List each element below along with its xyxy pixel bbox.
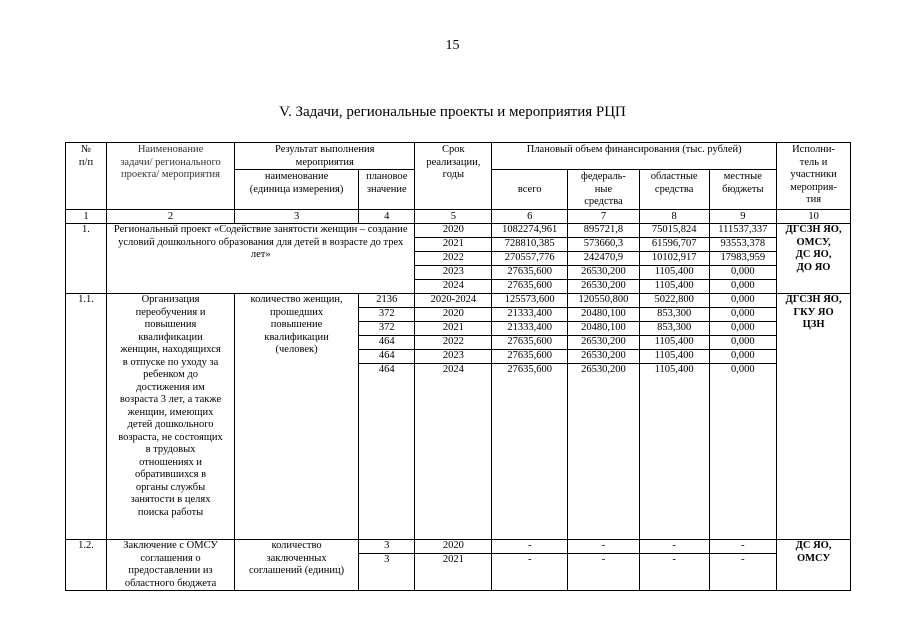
s11-r2-year: 2021 — [415, 322, 492, 336]
s12-r1-total: - — [492, 554, 568, 591]
header-executors — [777, 143, 851, 210]
header-period — [415, 143, 492, 210]
s1-r2-total: 270557,776 — [492, 252, 568, 266]
s11-r5-regional: 1105,400 — [639, 364, 709, 540]
s1-r0-local: 111537,337 — [709, 224, 777, 238]
s1-name: Региональный проект «Содействие занятости женщин – создание условий дошкольного образования для детей в возрасте до трех лет» — [106, 224, 414, 294]
s1-r1-federal: 573660,3 — [568, 238, 640, 252]
s1-r4-local: 0,000 — [709, 280, 777, 294]
s11-r4-value: 464 — [359, 350, 415, 364]
s12-executors: ДС ЯО, ОМСУ — [777, 540, 851, 591]
s1-r3-local: 0,000 — [709, 266, 777, 280]
s11-r3-local: 0,000 — [709, 336, 777, 350]
s11-result-name: количество женщин, прошедших повышение квалификации (человек) — [235, 294, 359, 540]
header-regional — [639, 170, 709, 210]
header-result-group-text: Результат выполнения мероприятия — [275, 144, 375, 168]
s1-r0-federal: 895721,8 — [568, 224, 640, 238]
s11-r0-value: 2136 — [359, 294, 415, 308]
header-local-text: местные бюджеты — [722, 171, 764, 195]
s11-r4-federal: 26530,200 — [568, 350, 640, 364]
s11-r2-regional: 853,300 — [639, 322, 709, 336]
header-num-text: № п/п — [78, 144, 94, 168]
s12-r1-value: 3 — [359, 554, 415, 591]
s12-r1-year: 2021 — [415, 554, 492, 591]
s12-r0-total: - — [492, 540, 568, 554]
s11-r0-year: 2020-2024 — [415, 294, 492, 308]
s1-r0-regional: 75015,824 — [639, 224, 709, 238]
s11-row-0 — [66, 294, 851, 308]
header-num — [66, 143, 107, 210]
s11-r4-regional: 1105,400 — [639, 350, 709, 364]
colnum-3: 3 — [235, 209, 359, 224]
s12-r0-year: 2020 — [415, 540, 492, 554]
s11-r2-local: 0,000 — [709, 322, 777, 336]
section-title: V. Задачи, региональные проекты и мероприятия РЦП — [279, 104, 626, 120]
s11-r1-total: 21333,400 — [492, 308, 568, 322]
s11-r3-federal: 26530,200 — [568, 336, 640, 350]
s11-r0-regional: 5022,800 — [639, 294, 709, 308]
s12-row-0 — [66, 540, 851, 554]
colnum-1: 1 — [66, 209, 107, 224]
s11-r5-value: 464 — [359, 364, 415, 540]
s11-executors: ДГСЗН ЯО, ГКУ ЯО ЦЗН — [777, 294, 851, 540]
s12-num: 1.2. — [66, 540, 107, 591]
s11-r1-year: 2020 — [415, 308, 492, 322]
measures-table — [65, 142, 851, 591]
s1-r2-regional: 10102,917 — [639, 252, 709, 266]
header-row-1 — [66, 143, 851, 170]
s12-r0-federal: - — [568, 540, 640, 554]
s11-r1-regional: 853,300 — [639, 308, 709, 322]
colnum-9: 9 — [709, 209, 777, 224]
s11-r4-local: 0,000 — [709, 350, 777, 364]
colnum-5: 5 — [415, 209, 492, 224]
s11-r2-value: 372 — [359, 322, 415, 336]
s1-r2-year: 2022 — [415, 252, 492, 266]
s1-r4-year: 2024 — [415, 280, 492, 294]
page-number: 15 — [445, 38, 460, 53]
colnum-2: 2 — [106, 209, 234, 224]
s12-r1-federal: - — [568, 554, 640, 591]
s12-name: Заключение с ОМСУ соглашения о предоставлении из областного бюджета — [106, 540, 234, 591]
header-local — [709, 170, 777, 210]
s1-r4-federal: 26530,200 — [568, 280, 640, 294]
s1-r0-year: 2020 — [415, 224, 492, 238]
header-task-name-text: Наименование задачи/ регионального проекта/ мероприятия — [120, 144, 221, 180]
s11-r0-federal: 120550,800 — [568, 294, 640, 308]
s12-r1-local: - — [709, 554, 777, 591]
header-task-name — [106, 143, 234, 210]
s11-r5-local: 0,000 — [709, 364, 777, 540]
header-federal-text: федераль- ные средства — [581, 171, 626, 207]
s11-r0-total: 125573,600 — [492, 294, 568, 308]
s11-r5-total: 27635,600 — [492, 364, 568, 540]
section-1-2 — [66, 540, 851, 591]
s12-result-name: количество заключенных соглашений (единиц) — [235, 540, 359, 591]
s11-r4-year: 2023 — [415, 350, 492, 364]
s11-r1-local: 0,000 — [709, 308, 777, 322]
s11-r3-year: 2022 — [415, 336, 492, 350]
s1-r4-total: 27635,600 — [492, 280, 568, 294]
s1-r3-total: 27635,600 — [492, 266, 568, 280]
colnum-4: 4 — [359, 209, 415, 224]
s11-r1-federal: 20480,100 — [568, 308, 640, 322]
colnum-10: 10 — [777, 209, 851, 224]
header-regional-text: областные средства — [650, 171, 698, 195]
header-period-text: Срок реализации, годы — [426, 144, 481, 180]
header-planned-value-text: плановое значение — [366, 171, 408, 195]
colnum-7: 7 — [568, 209, 640, 224]
s11-r2-federal: 20480,100 — [568, 322, 640, 336]
s1-r2-local: 17983,959 — [709, 252, 777, 266]
s1-r3-regional: 1105,400 — [639, 266, 709, 280]
header-total — [492, 170, 568, 210]
s1-num: 1. — [66, 224, 107, 294]
header-result-group — [235, 143, 415, 170]
section-1 — [66, 224, 851, 294]
s1-r1-regional: 61596,707 — [639, 238, 709, 252]
s11-r3-total: 27635,600 — [492, 336, 568, 350]
header-federal — [568, 170, 640, 210]
s11-num: 1.1. — [66, 294, 107, 540]
s11-name: Организация переобучения и повышения квалификации женщин, находящихся в отпуске по уходу за ребенком до достижения им возраста 3 лет, а также женщин, имеющих детей дошкольного возраста, не состоящих в трудовых отношениях и обратившихся в органы службы занятости в целях поиска работы — [106, 294, 234, 540]
header-financing-group-text: Плановый объем финансирования (тыс. рублей) — [526, 144, 742, 155]
s11-r3-regional: 1105,400 — [639, 336, 709, 350]
header-financing-group — [492, 143, 777, 170]
section-1-1 — [66, 294, 851, 540]
s1-executors: ДГСЗН ЯО, ОМСУ, ДС ЯО, ДО ЯО — [777, 224, 851, 294]
s12-r0-value: 3 — [359, 540, 415, 554]
s11-r2-total: 21333,400 — [492, 322, 568, 336]
s12-r0-local: - — [709, 540, 777, 554]
s1-row-0 — [66, 224, 851, 238]
s1-r1-total: 728810,385 — [492, 238, 568, 252]
s1-r2-federal: 242470,9 — [568, 252, 640, 266]
header-result-name-text: наименование (единица измерения) — [249, 171, 344, 195]
s1-r1-local: 93553,378 — [709, 238, 777, 252]
s12-r1-regional: - — [639, 554, 709, 591]
header-executors-text: Исполни- тель и участники мероприя- тия — [790, 144, 837, 205]
s1-r4-regional: 1105,400 — [639, 280, 709, 294]
s1-r0-total: 1082274,961 — [492, 224, 568, 238]
s12-r0-regional: - — [639, 540, 709, 554]
s11-r0-local: 0,000 — [709, 294, 777, 308]
header-result-name — [235, 170, 359, 210]
column-numbers-row — [66, 209, 851, 224]
s1-r1-year: 2021 — [415, 238, 492, 252]
s11-r5-federal: 26530,200 — [568, 364, 640, 540]
s11-r3-value: 464 — [359, 336, 415, 350]
header-planned-value — [359, 170, 415, 210]
s11-r1-value: 372 — [359, 308, 415, 322]
colnum-6: 6 — [492, 209, 568, 224]
table-header — [66, 143, 851, 224]
s11-r4-total: 27635,600 — [492, 350, 568, 364]
colnum-8: 8 — [639, 209, 709, 224]
s1-r3-federal: 26530,200 — [568, 266, 640, 280]
s11-r5-year: 2024 — [415, 364, 492, 540]
header-total-text: всего — [517, 183, 542, 195]
s1-r3-year: 2023 — [415, 266, 492, 280]
